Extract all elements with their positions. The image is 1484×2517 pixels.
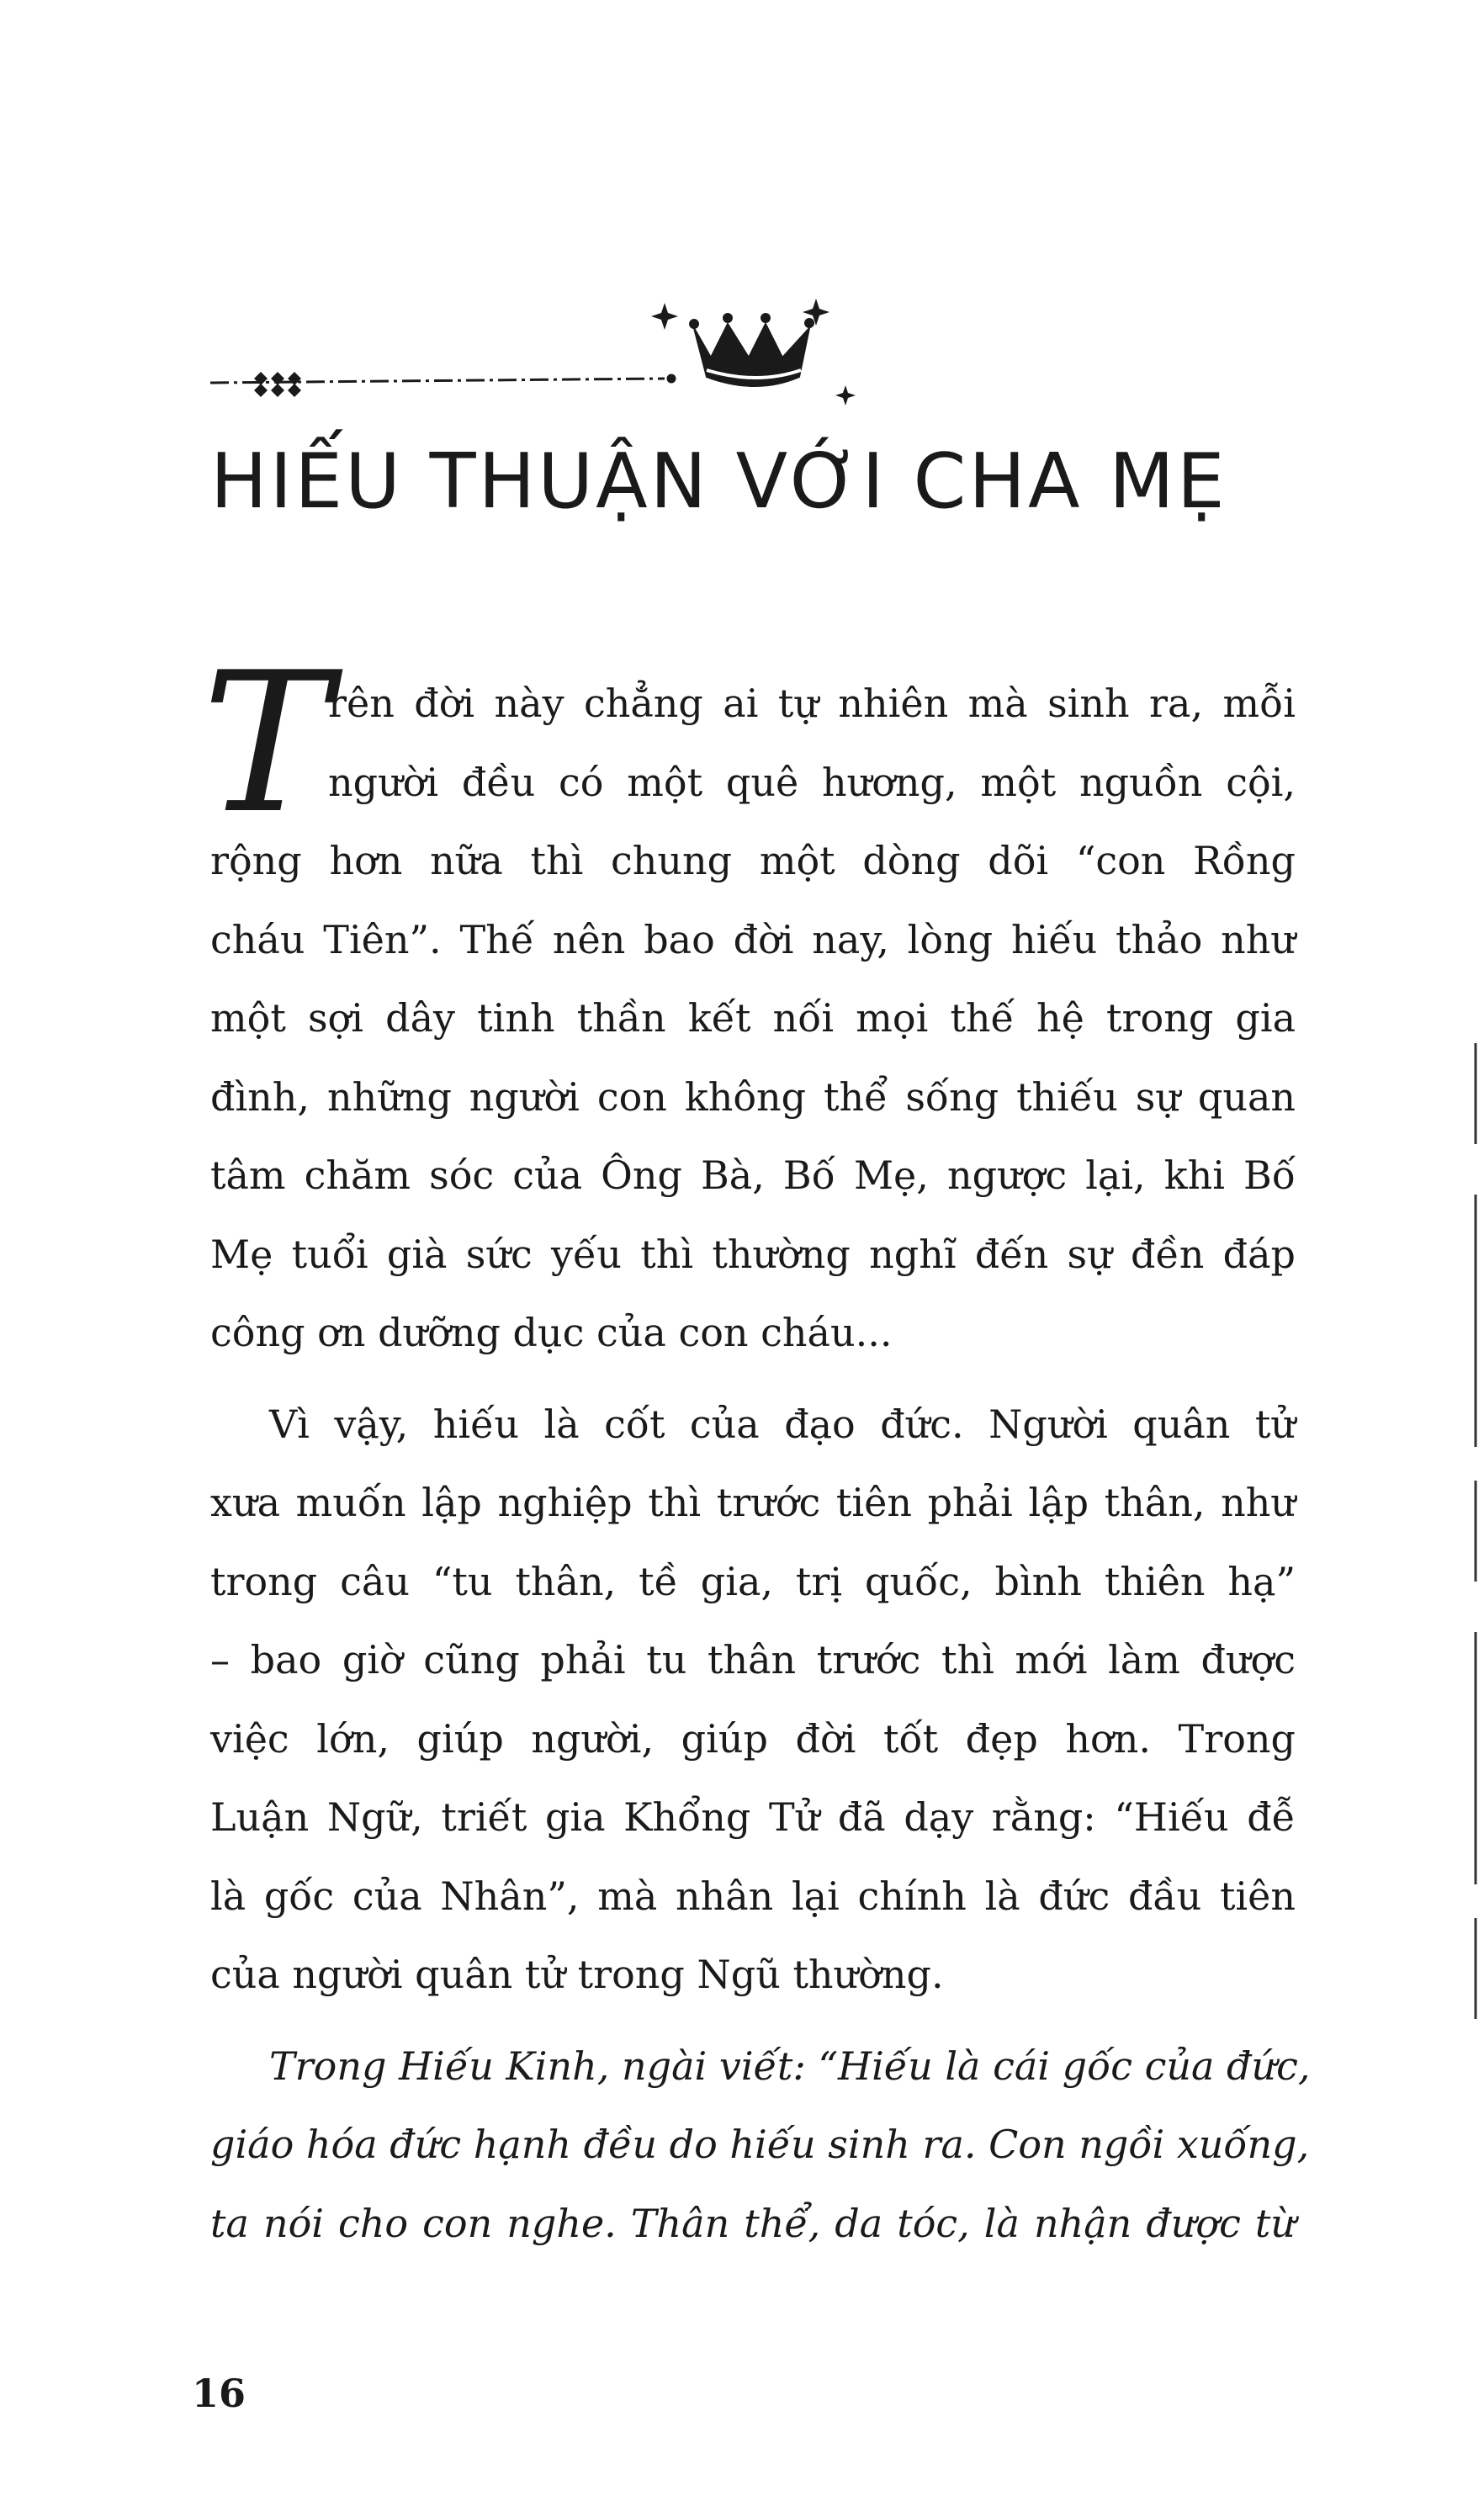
crown-icon: [689, 313, 814, 386]
text-line: một sợi dây tinh thần kết nối mọi thế hệ trong gia: [210, 995, 1296, 1041]
text-line: Luận Ngữ, triết gia Khổng Tử đã dạy rằng: “Hiếu đễ: [210, 1794, 1296, 1840]
text-line: ta nói cho con nghe. Thân thể, da tóc, là nhận được từ: [210, 2200, 1296, 2246]
text-line: công ơn dưỡng dục của con cháu...: [210, 1310, 893, 1355]
text-line: của người quân tử trong Ngũ thường.: [210, 1952, 944, 1997]
text-line: việc lớn, giúp người, giúp đời tốt đẹp hơn. Trong: [210, 1715, 1296, 1762]
paragraph-2: [210, 1386, 1296, 2015]
paragraph-1: [202, 632, 1296, 1373]
text-line: giáo hóa đức hạnh đều do hiếu sinh ra. Con ngồi xuống,: [210, 2122, 1310, 2167]
text-line: trong câu “tu thân, tề gia, trị quốc, bình thiên hạ”: [210, 1558, 1296, 1604]
page-number: 16: [192, 2371, 246, 2416]
text-line: Trong Hiếu Kinh, ngài viết: “Hiếu là cái gốc của đức,: [269, 2043, 1311, 2089]
paragraph-3: [210, 2027, 1311, 2264]
text-line: là gốc của Nhân”, mà nhân lại chính là đức đầu tiên: [210, 1873, 1296, 1919]
chapter-ornament: [210, 278, 883, 421]
text-line: Vì vậy, hiếu là cốt của đạo đức. Người quân tử: [269, 1401, 1296, 1447]
text-line: xưa muốn lập nghiệp thì trước tiên phải lập thân, như: [210, 1480, 1296, 1525]
chapter-title: HIẾU THUẬN VỚI CHA MẸ: [210, 437, 1227, 526]
text-line: Mẹ tuổi già sức yếu thì thường nghĩ đến sự đền đáp: [210, 1231, 1296, 1277]
body-text: [202, 632, 1311, 2263]
text-line: tâm chăm sóc của Ông Bà, Bố Mẹ, ngược lại, khi Bố: [210, 1153, 1296, 1198]
page-edge-shadow: [1467, 1043, 1484, 2053]
text-line: rên đời này chẳng ai tự nhiên mà sinh ra, mỗi: [328, 681, 1296, 726]
text-line: – bao giờ cũng phải tu thân trước thì mới làm được: [210, 1637, 1296, 1682]
drop-cap: T: [202, 632, 331, 856]
diamond-cluster-icon: [254, 372, 301, 397]
text-line: người đều có một quê hương, một nguồn cội,: [328, 759, 1296, 805]
text-line: rộng hơn nữa thì chung một dòng dõi “con Rồng: [210, 838, 1296, 883]
text-line: cháu Tiên”. Thế nên bao đời nay, lòng hiếu thảo như: [210, 916, 1296, 962]
text-line: đình, những người con không thể sống thiếu sự quan: [210, 1073, 1296, 1120]
